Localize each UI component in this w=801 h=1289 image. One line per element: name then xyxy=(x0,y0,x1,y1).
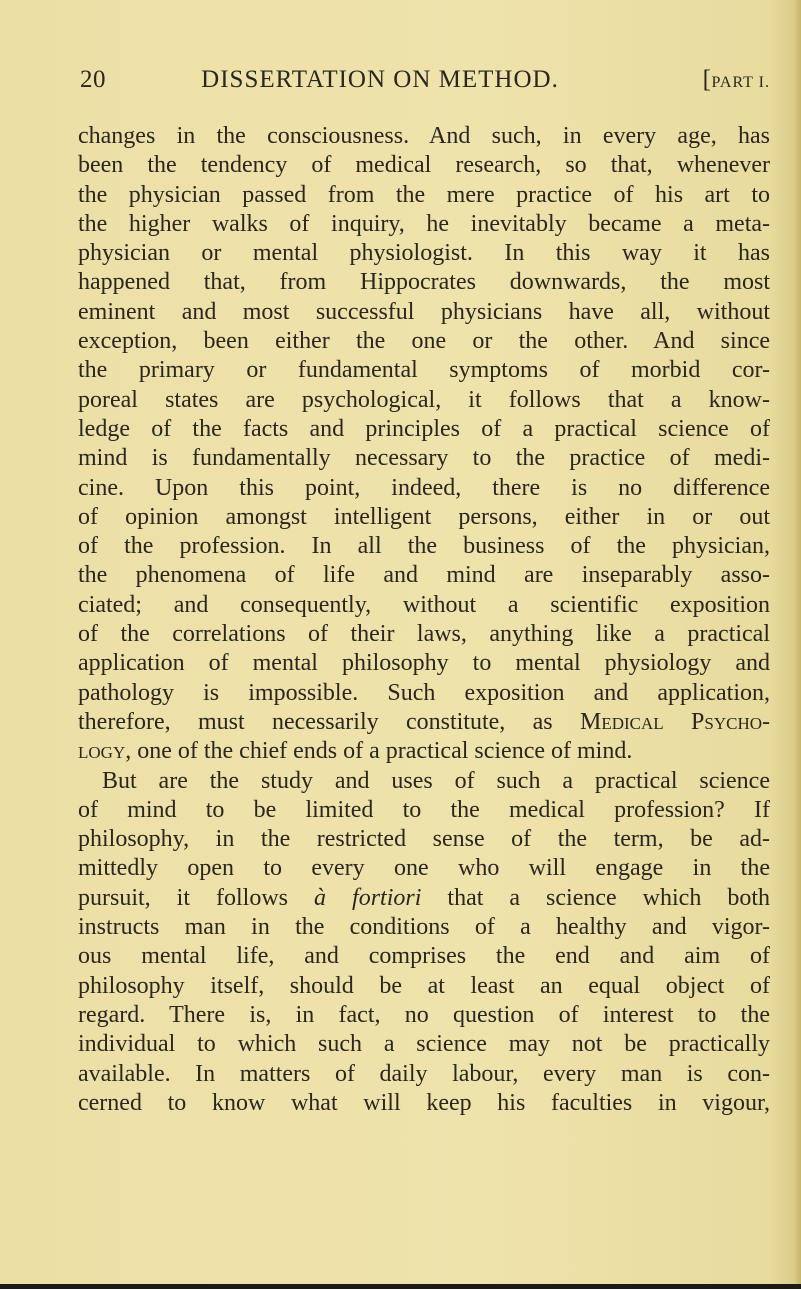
text-line: of mind to be limited to the medical profession? If xyxy=(78,796,770,823)
text-line xyxy=(78,737,770,766)
text-run: that a science which both xyxy=(421,884,770,911)
page-edge-shadow xyxy=(795,0,801,1289)
bottom-edge-rule xyxy=(0,1284,801,1289)
text-line: cine. Upon this point, indeed, there is no difference xyxy=(78,474,770,501)
text-line: philosophy, in the restricted sense of the term, be ad- xyxy=(78,826,770,853)
text-line xyxy=(78,884,770,913)
running-head-part xyxy=(703,66,770,94)
text-line: poreal states are psychological, it follows that a know- xyxy=(78,386,770,413)
text-line: of the correlations of their laws, anything like a practical xyxy=(78,621,770,648)
text-line: application of mental philosophy to mental physiology and xyxy=(78,650,770,677)
paragraph-1 xyxy=(78,122,770,767)
text-line: eminent and most successful physicians have all, without xyxy=(78,298,770,325)
page-number: 20 xyxy=(80,66,106,93)
text-line: available. In matters of daily labour, every man is con- xyxy=(78,1060,770,1087)
part-bracket: [ xyxy=(702,66,712,93)
italic-phrase: à fortiori xyxy=(314,884,422,911)
text-line: changes in the consciousness. And such, in every age, has xyxy=(78,123,770,149)
body-text xyxy=(78,122,770,1118)
text-line xyxy=(78,708,770,737)
text-line: exception, been either the one or the other. And since xyxy=(78,328,770,355)
text-line: the higher walks of inquiry, he inevitably became a meta- xyxy=(78,210,770,237)
text-line: cerned to know what will keep his faculties in vigour, xyxy=(78,1089,770,1116)
text-line: physician or mental physiologist. In this way it has xyxy=(78,240,770,267)
text-line: the phenomena of life and mind are inseparably asso- xyxy=(78,562,770,589)
small-caps-term: Medical Psycho- xyxy=(580,708,770,735)
text-line: ciated; and consequently, without a scientific exposition xyxy=(78,591,770,618)
text-line: ledge of the facts and principles of a practical science of xyxy=(78,415,770,442)
text-line: regard. There is, in fact, no question of interest to the xyxy=(78,1001,770,1028)
text-line: ous mental life, and comprises the end and aim of xyxy=(78,943,770,970)
text-line: been the tendency of medical research, so that, whenever xyxy=(78,152,770,179)
small-caps-term: logy xyxy=(78,738,126,765)
text-line: the primary or fundamental symptoms of morbid cor- xyxy=(78,357,770,384)
text-line: But are the study and uses of such a practical science xyxy=(102,767,770,794)
running-head-title: DISSERTATION ON METHOD. xyxy=(201,66,559,93)
text-line: happened that, from Hippocrates downwards, the most xyxy=(78,269,770,296)
text-line: instructs man in the conditions of a healthy and vigor- xyxy=(78,914,770,941)
text-line: mind is fundamentally necessary to the practice of medi- xyxy=(78,445,770,472)
text-run: , one of the chief ends of a practical science of mind. xyxy=(125,738,633,765)
text-line: philosophy itself, should be at least an equal object of xyxy=(78,972,770,999)
text-line: pathology is impossible. Such exposition and application, xyxy=(78,679,770,706)
text-line: the physician passed from the mere practice of his art to xyxy=(78,181,770,208)
text-run: therefore, must necessarily constitute, as xyxy=(78,708,580,735)
text-line: mittedly open to every one who will engage in the xyxy=(78,855,770,882)
text-line: individual to which such a science may not be practically xyxy=(78,1031,770,1058)
text-line: of the profession. In all the business of the physician, xyxy=(78,533,770,560)
running-head xyxy=(80,66,770,102)
part-label: PART I. xyxy=(711,74,770,91)
paragraph-2 xyxy=(78,767,770,1119)
text-run: pursuit, it follows xyxy=(78,884,315,911)
text-line: of opinion amongst intelligent persons, either in or out xyxy=(78,503,770,530)
